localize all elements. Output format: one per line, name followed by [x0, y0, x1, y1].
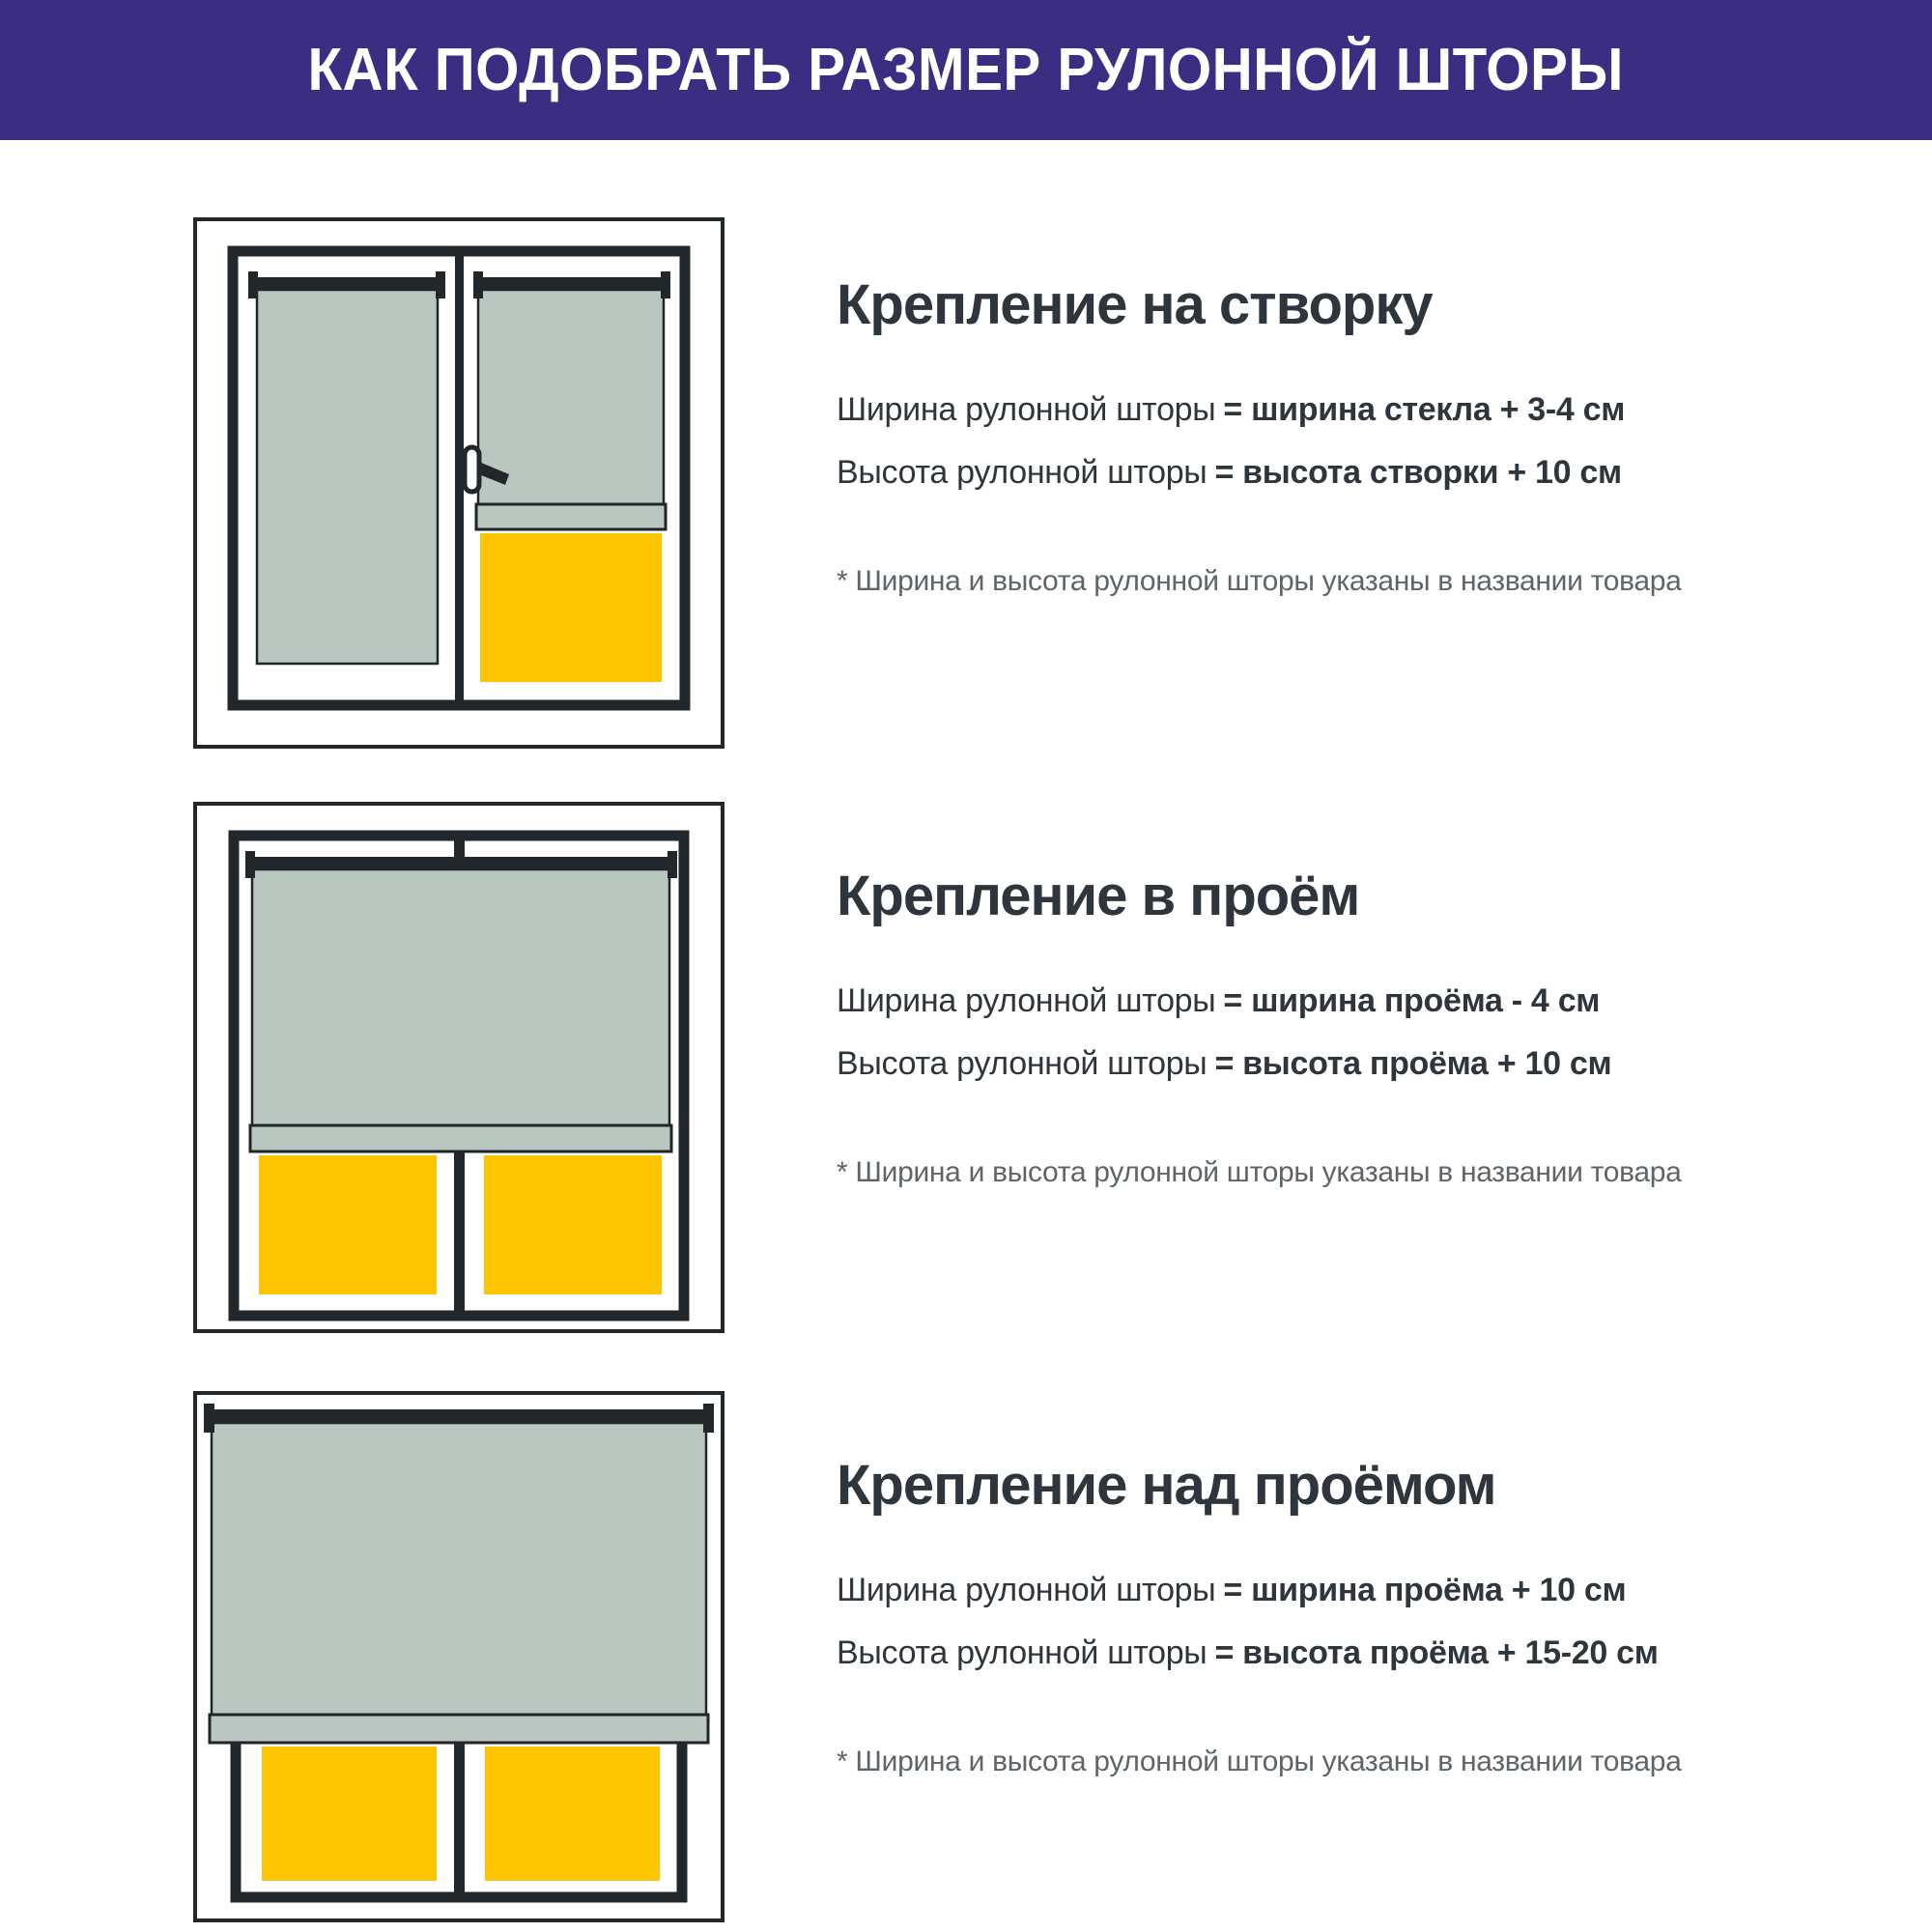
glass-pane-right — [484, 1155, 662, 1294]
rail-bracket-left-a — [248, 271, 258, 298]
roller-rail-left — [252, 277, 443, 290]
section-title: Крепление на створку — [837, 273, 1433, 336]
height-formula-label: Высота рулонной шторы — [837, 1045, 1208, 1082]
height-formula-label: Высота рулонной шторы — [837, 1634, 1208, 1671]
roller-rail — [248, 857, 674, 869]
roller-blind — [212, 1423, 706, 1715]
section-text — [837, 864, 1909, 1192]
width-formula-label: Ширина рулонной шторы — [837, 982, 1216, 1019]
glass-pane-right — [480, 533, 662, 682]
width-formula — [837, 387, 1909, 432]
rail-bracket-right — [668, 851, 677, 878]
rail-bracket-left — [204, 1404, 214, 1433]
window-blind-on-sash-illustration — [193, 217, 724, 749]
rail-bracket-right-a — [473, 271, 483, 298]
width-formula-label: Ширина рулонной шторы — [837, 391, 1216, 428]
page-header — [0, 0, 1932, 140]
rail-bracket-right-b — [661, 271, 670, 298]
diagram-mount-above-opening — [193, 1391, 724, 1922]
height-formula — [837, 1631, 1909, 1675]
section-text — [837, 272, 1909, 601]
width-formula — [837, 1568, 1909, 1612]
rail-bracket-right — [703, 1404, 714, 1433]
width-formula-value: = ширина проёма - 4 см — [1223, 982, 1601, 1019]
window-blind-in-opening-illustration — [193, 802, 724, 1333]
roller-blind-right — [478, 290, 664, 504]
section-text — [837, 1453, 1909, 1781]
glass-pane-left — [262, 1747, 437, 1881]
width-formula — [837, 979, 1909, 1023]
window-handle-icon — [465, 447, 479, 492]
width-formula-value: = ширина стекла + 3-4 см — [1223, 391, 1626, 428]
height-formula — [837, 450, 1909, 495]
blind-bottom-bar — [250, 1125, 671, 1151]
footnote: * Ширина и высота рулонной шторы указаны в названии товара — [837, 565, 1682, 597]
glass-pane-left — [259, 1155, 437, 1294]
width-formula-value: = ширина проёма + 10 см — [1223, 1572, 1627, 1608]
section-title: Крепление в проём — [837, 865, 1360, 927]
height-formula-value: = высота проёма + 15-20 см — [1214, 1634, 1659, 1671]
roller-rail — [208, 1409, 710, 1423]
height-formula-value: = высота проёма + 10 см — [1214, 1045, 1612, 1082]
height-formula — [837, 1041, 1909, 1086]
blind-bottom-bar — [210, 1715, 708, 1743]
footnote: * Ширина и высота рулонной шторы указаны в названии товара — [837, 1156, 1682, 1188]
roller-rail-right — [475, 277, 668, 290]
width-formula-label: Ширина рулонной шторы — [837, 1572, 1216, 1608]
height-formula-value: = высота створки + 10 см — [1214, 454, 1622, 491]
page-title: КАК ПОДОБРАТЬ РАЗМЕР РУЛОННОЙ ШТОРЫ — [307, 37, 1625, 103]
rail-bracket-left — [245, 851, 255, 878]
window-blind-above-opening-illustration — [193, 1391, 724, 1922]
rail-bracket-left-b — [436, 271, 445, 298]
footnote: * Ширина и высота рулонной шторы указаны в названии товара — [837, 1746, 1682, 1777]
section-mount-on-sash — [0, 217, 1932, 758]
diagram-mount-on-sash — [193, 217, 724, 749]
roller-blind — [252, 869, 669, 1125]
section-title: Крепление над проёмом — [837, 1454, 1496, 1517]
section-mount-in-opening — [0, 802, 1932, 1343]
roller-blind-left — [257, 290, 438, 664]
height-formula-label: Высота рулонной шторы — [837, 454, 1208, 491]
diagram-mount-in-opening — [193, 802, 724, 1333]
blind-bottom-bar-right — [476, 504, 666, 529]
section-mount-above-opening — [0, 1391, 1932, 1932]
glass-pane-right — [485, 1747, 660, 1881]
